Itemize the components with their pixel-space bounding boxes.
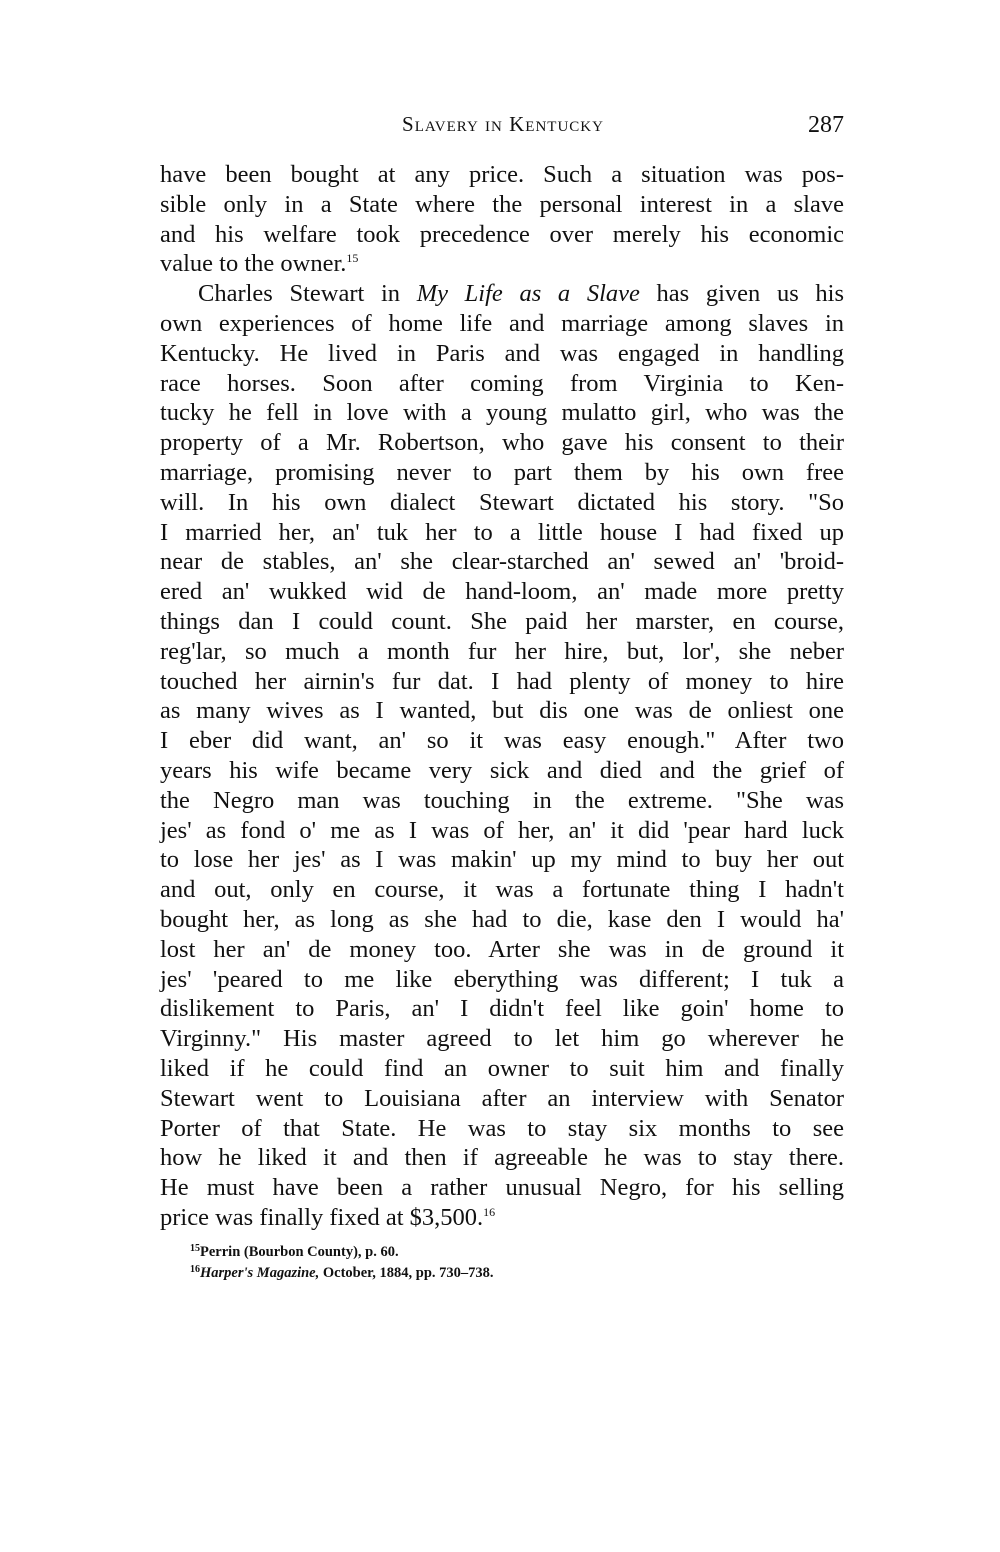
text-line: and his welfare took precedence over merely his economic xyxy=(160,220,844,248)
footnote-ref-15[interactable]: 15 xyxy=(346,251,359,266)
text-line: tucky he fell in love with a young mulatto girl, who was the xyxy=(160,399,844,427)
text-span: value to the owner. xyxy=(160,250,347,278)
text-line: years his wife became very sick and died and the grief of xyxy=(160,756,844,784)
text-line: bought her, as long as she had to die, kase den I would ha' xyxy=(160,905,844,933)
text-line: ered an' wukked wid de hand-loom, an' made more pretty xyxy=(160,578,844,606)
text-line xyxy=(160,279,844,309)
text-line xyxy=(160,1203,844,1233)
text-line xyxy=(160,249,844,279)
footnotes xyxy=(190,1242,840,1284)
paragraph xyxy=(160,279,844,1233)
magazine-title: Harper's Magazine, xyxy=(200,1265,320,1281)
text-line: touched her airnin's fur dat. I had plenty of money to hire xyxy=(160,667,844,695)
text-line: how he liked it and then if agreeable he was to stay there. xyxy=(160,1144,844,1172)
footnote-text: October, 1884, pp. 730–738. xyxy=(319,1265,494,1281)
footnote-mark: 16 xyxy=(190,1264,200,1275)
text-line: liked if he could find an owner to suit him and finally xyxy=(160,1054,844,1082)
text-line: reg'lar, so much a month fur her hire, but, lor', she neber xyxy=(160,637,844,665)
text-line: things dan I could count. She paid her marster, en course, xyxy=(160,607,844,635)
running-head: Slavery in Kentucky xyxy=(402,112,604,136)
text-line: will. In his own dialect Stewart dictated his story. "So xyxy=(160,488,844,516)
body-text xyxy=(160,160,844,1233)
text-line: I married her, an' tuk her to a little house I had fixed up xyxy=(160,518,844,546)
footnote-15 xyxy=(190,1242,840,1263)
text-line: near de stables, an' she clear-starched an' sewed an' 'broid- xyxy=(160,548,844,576)
text-line: race horses. Soon after coming from Virginia to Ken- xyxy=(160,369,844,397)
page-header xyxy=(162,112,844,142)
text-line: lost her an' de money too. Arter she was in de ground it xyxy=(160,935,844,963)
text-line: Porter of that State. He was to stay six months to see xyxy=(160,1114,844,1142)
book-title: My Life as a Slave xyxy=(416,280,640,308)
text-line: Virginny." His master agreed to let him go wherever he xyxy=(160,1025,844,1053)
text-line: Stewart went to Louisiana after an interview with Senator xyxy=(160,1084,844,1112)
text-line: have been bought at any price. Such a situation was pos- xyxy=(160,161,844,188)
text-line: Kentucky. He lived in Paris and was engaged in handling xyxy=(160,339,844,367)
footnote-text: Perrin (Bourbon County), p. 60. xyxy=(200,1244,399,1260)
text-line: I eber did want, an' so it was easy enough." After two xyxy=(160,727,844,755)
text-span: has given us his xyxy=(639,280,844,308)
page-number: 287 xyxy=(808,112,844,138)
text-line: own experiences of home life and marriage among slaves in xyxy=(160,309,844,337)
text-line: to lose her jes' as I was makin' up my mind to buy her out xyxy=(160,846,844,874)
text-line: jes' 'peared to me like eberything was different; I tuk a xyxy=(160,965,844,993)
text-line: He must have been a rather unusual Negro, for his selling xyxy=(160,1174,844,1202)
text-line: dislikement to Paris, an' I didn't feel like goin' home to xyxy=(160,995,844,1023)
text-span: Charles Stewart in xyxy=(198,280,417,308)
text-line: the Negro man was touching in the extreme. "She was xyxy=(160,786,844,814)
footnote-mark: 15 xyxy=(190,1243,200,1254)
text-line: property of a Mr. Robertson, who gave his consent to their xyxy=(160,429,844,457)
footnote-ref-16[interactable]: 16 xyxy=(483,1204,496,1219)
text-line: jes' as fond o' me as I was of her, an' it did 'pear hard luck xyxy=(160,816,844,844)
text-span: price was finally fixed at $3,500. xyxy=(160,1203,484,1231)
text-line: and out, only en course, it was a fortunate thing I hadn't xyxy=(160,876,844,904)
text-line: sible only in a State where the personal interest in a slave xyxy=(160,190,844,218)
paragraph xyxy=(160,160,844,279)
footnote-16 xyxy=(190,1263,840,1284)
text-line: as many wives as I wanted, but dis one was de onliest one xyxy=(160,697,844,725)
text-line: marriage, promising never to part them by his own free xyxy=(160,458,844,486)
